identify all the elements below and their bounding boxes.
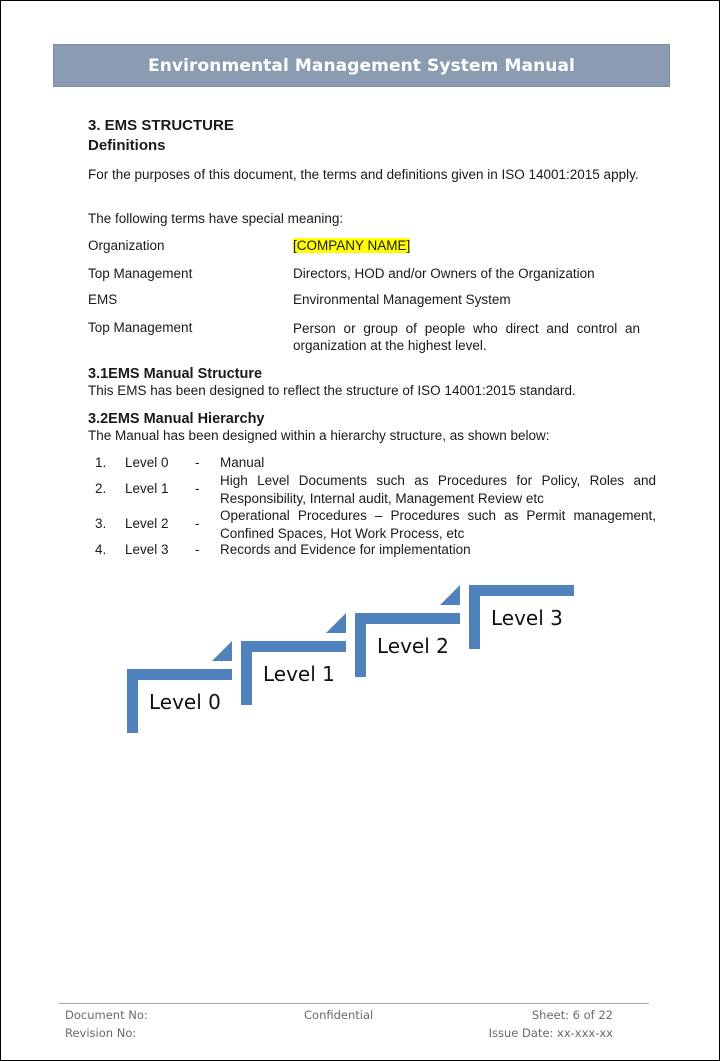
- list-level: Level 0: [125, 455, 169, 470]
- step-riser: [355, 613, 366, 677]
- term-label: Top Management: [88, 320, 193, 335]
- step-level-3: [469, 585, 574, 649]
- list-level: Level 3: [125, 542, 169, 557]
- footer-sheet: Sheet: 6 of 22: [531, 1008, 613, 1022]
- step-riser: [469, 585, 480, 649]
- list-description: Manual: [220, 455, 265, 470]
- step-arrow-triangle: [212, 641, 232, 661]
- step-level-0: [127, 641, 232, 733]
- step-tread: [127, 669, 232, 680]
- terms-intro: The following terms have special meaning:: [88, 211, 344, 226]
- list-level: Level 2: [125, 516, 169, 531]
- term-definition: Environmental Management System: [293, 292, 511, 307]
- hierarchy-step-diagram: [1, 1, 719, 1060]
- list-number: 1.: [95, 455, 107, 470]
- step-tread: [469, 585, 574, 596]
- footer-revision-no: Revision No:: [65, 1026, 137, 1040]
- step-arrow-triangle: [440, 585, 460, 605]
- list-dash: -: [195, 516, 200, 531]
- footer-confidential: Confidential: [304, 1008, 374, 1022]
- step-riser: [241, 641, 252, 705]
- company-name-placeholder: [COMPANY NAME]: [293, 238, 411, 253]
- step-riser: [127, 669, 138, 733]
- step-label: Level 2: [377, 634, 449, 658]
- list-level: Level 1: [125, 481, 169, 496]
- footer-divider: [59, 1003, 649, 1004]
- step-tread: [241, 641, 346, 652]
- term-definition: Person or group of people who direct and control an organization at the highest level.: [293, 321, 640, 353]
- step-arrow-triangle: [326, 613, 346, 633]
- step-level-1: [241, 613, 346, 705]
- list-number: 4.: [95, 542, 107, 557]
- subsection-heading-3-1: 3.1EMS Manual Structure: [88, 366, 263, 382]
- term-label: Top Management: [88, 266, 193, 281]
- intro-paragraph: For the purposes of this document, the terms and definitions given in ISO 14001:2015 apply.: [88, 167, 639, 182]
- list-number: 2.: [95, 481, 107, 496]
- footer-document-no: Document No:: [65, 1008, 148, 1022]
- step-label: Level 3: [491, 606, 563, 630]
- list-description: High Level Documents such as Procedures for Policy, Roles and Responsibility, Internal audit, Management Review etc: [220, 473, 656, 506]
- list-dash: -: [195, 542, 200, 557]
- definitions-heading: Definitions: [88, 137, 166, 154]
- step-tread: [355, 613, 460, 624]
- step-label: Level 1: [263, 662, 335, 686]
- list-number: 3.: [95, 516, 107, 531]
- subsection-text-3-2: The Manual has been designed within a hierarchy structure, as shown below:: [88, 428, 550, 443]
- subsection-heading-3-2: 3.2EMS Manual Hierarchy: [88, 411, 265, 427]
- step-level-2: [355, 585, 460, 677]
- step-label: Level 0: [149, 690, 221, 714]
- list-dash: -: [195, 481, 200, 496]
- list-description: Operational Procedures – Procedures such as Permit management, Confined Spaces, Hot Work Process, etc: [220, 508, 656, 541]
- term-definition: Directors, HOD and/or Owners of the Organization: [293, 266, 595, 281]
- footer-issue-date: Issue Date: xx-xxx-xx: [488, 1026, 613, 1040]
- subsection-text-3-1: This EMS has been designed to reflect the structure of ISO 14001:2015 standard.: [88, 383, 576, 398]
- list-description: Records and Evidence for implementation: [220, 542, 471, 557]
- term-label: Organization: [88, 238, 165, 253]
- term-label: EMS: [88, 292, 118, 307]
- document-title: Environmental Management System Manual: [148, 55, 575, 76]
- section-heading: 3. EMS STRUCTURE: [88, 117, 234, 134]
- list-dash: -: [195, 455, 200, 470]
